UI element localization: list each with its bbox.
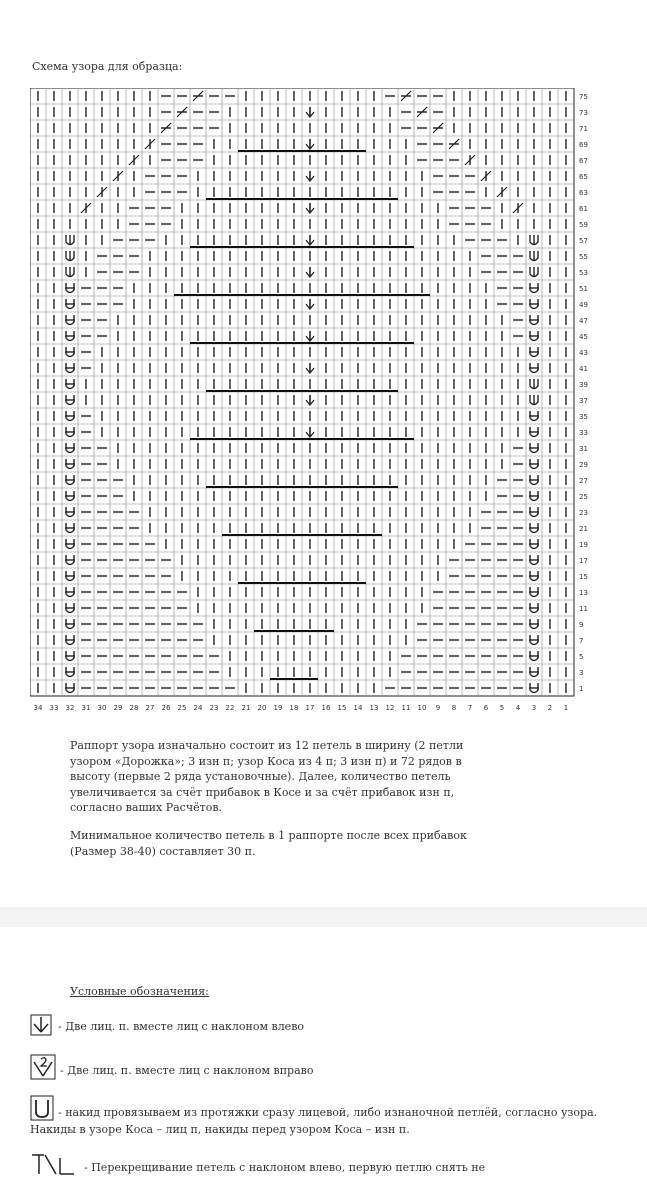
row-label: 61 [579,205,588,213]
col-label: 8 [451,704,457,712]
legend-item-text: - Перекрещивание петель с наклоном влево, первую петлю снять не [84,1161,486,1174]
col-label: 33 [49,704,59,712]
col-label: 21 [241,704,251,712]
legend-item-text: - накид провязываем из протяжки сразу лицевой, либо изнаночной петлёй, согласно узора. [58,1106,598,1119]
col-label: 1 [563,704,569,712]
row-label: 9 [579,621,584,629]
row-label: 17 [579,557,588,565]
col-label: 30 [97,704,107,712]
col-label: 9 [435,704,441,712]
row-label: 67 [579,157,588,165]
rapport-paragraph [70,738,540,816]
row-label: 59 [579,221,588,229]
legend-item-text: Накиды в узоре Коса – лиц п, накиды перед узором Коса – изн п. [30,1123,410,1136]
row-label: 39 [579,381,588,389]
col-label: 26 [161,704,171,712]
row-label: 41 [579,365,588,373]
col-label: 31 [81,704,91,712]
row-label: 33 [579,429,588,437]
row-label: 71 [579,125,588,133]
legend-item-text: - Две лиц. п. вместе лиц с наклоном вправо [60,1064,314,1077]
col-label: 23 [209,704,219,712]
col-label: 27 [145,704,155,712]
row-label: 29 [579,461,588,469]
chart-heading: Схема узора для образца: [32,60,183,73]
col-label: 17 [305,704,315,712]
k2tog-right-icon [30,1054,56,1080]
col-label: 18 [289,704,299,712]
col-label: 16 [321,704,331,712]
col-label: 32 [65,704,75,712]
row-label: 27 [579,477,588,485]
col-label: 20 [257,704,267,712]
yarn-over-icon [30,1095,54,1121]
row-label: 57 [579,237,588,245]
row-label: 69 [579,141,588,149]
row-label: 13 [579,589,588,597]
chart-grid [30,88,594,720]
row-label: 21 [579,525,588,533]
para1-line: Раппорт узора изначально состоит из 12 петель в ширину (2 петли [70,739,464,752]
para2-line: Минимальное количество петель в 1 раппорте после всех прибавок [70,829,467,842]
col-label: 25 [177,704,187,712]
row-label: 1 [579,685,584,693]
col-label: 5 [499,704,505,712]
para1-line: согласно ваших Расчётов. [70,801,223,814]
col-label: 10 [417,704,427,712]
col-label: 29 [113,704,123,712]
row-label: 23 [579,509,588,517]
row-label: 35 [579,413,588,421]
row-label: 63 [579,189,588,197]
col-label: 24 [193,704,203,712]
row-label: 49 [579,301,588,309]
row-label: 65 [579,173,588,181]
row-label: 31 [579,445,588,453]
col-label: 6 [483,704,489,712]
col-label: 28 [129,704,139,712]
row-label: 73 [579,109,588,117]
row-label: 55 [579,253,588,261]
col-label: 15 [337,704,347,712]
row-label: 7 [579,637,584,645]
col-label: 14 [353,704,363,712]
k2tog-left-icon [30,1014,52,1036]
col-label: 11 [401,704,411,712]
knitting-chart [30,88,594,720]
row-label: 3 [579,669,584,677]
min-stitches-paragraph [70,828,540,859]
row-label: 47 [579,317,588,325]
row-label: 5 [579,653,584,661]
col-label: 12 [385,704,395,712]
para2-line: (Размер 38-40) составляет 30 п. [70,844,256,858]
para1-line: узором «Дорожка»; 3 изн п; узор Коса из 4 п; 3 изн п) и 72 рядов в [70,754,462,768]
para1-line: увеличивается за счёт прибавок в Косе и за счёт прибавок изн п, [70,785,455,799]
para1-line: высоту (первые 2 ряда установочные). Далее, количество петель [70,770,451,783]
row-label: 51 [579,285,588,293]
row-label: 11 [579,605,588,613]
row-label: 53 [579,269,588,277]
col-label: 22 [225,704,235,712]
legend-title: Условные обозначения: [70,985,209,998]
col-label: 34 [33,704,43,712]
row-label: 75 [579,93,588,101]
col-label: 19 [273,704,283,712]
legend-item-text: - Две лиц. п. вместе лиц с наклоном влево [58,1020,305,1033]
col-label: 4 [515,704,521,712]
row-label: 43 [579,349,588,357]
row-label: 19 [579,541,588,549]
col-label: 13 [369,704,379,712]
row-label: 37 [579,397,588,405]
col-label: 7 [467,704,473,712]
col-label: 2 [547,704,553,712]
row-label: 25 [579,493,588,501]
col-label: 3 [531,704,537,712]
page-separator [0,907,647,927]
row-label: 15 [579,573,588,581]
row-label: 45 [579,333,588,341]
cross-left-icon [30,1152,76,1178]
